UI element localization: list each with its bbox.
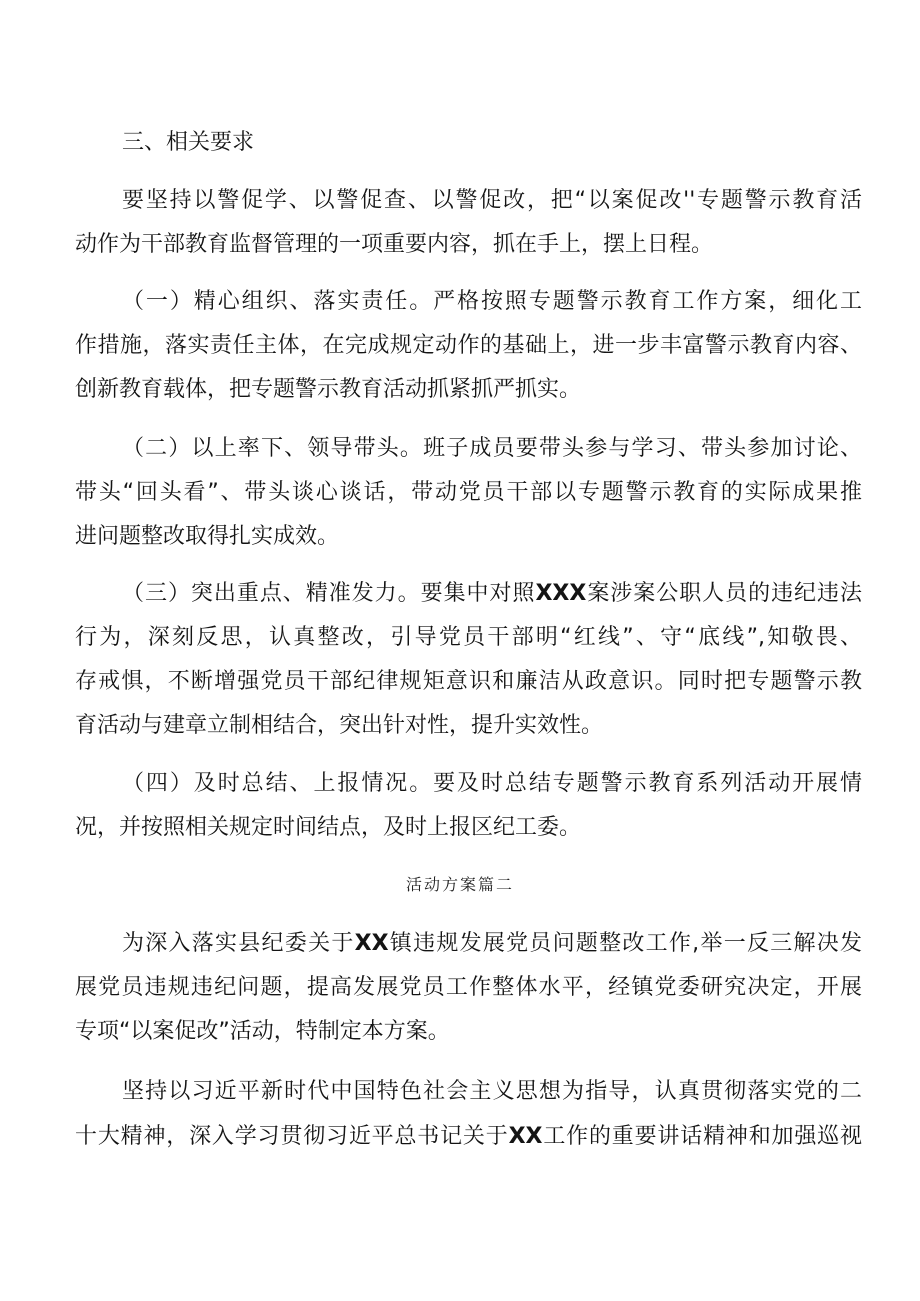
- paragraph-line: 况，并按照相关规定时间结点，及时上报区纪工委。: [75, 815, 582, 840]
- paragraph-line: （二）以上率下、领导带头。班子成员要带头参与学习、带头参加讨论、: [122, 436, 862, 461]
- paragraph-line: （一）精心组织、落实责任。严格按照专题警示教育工作方案，细化工: [122, 289, 862, 314]
- paragraph-line: 育活动与建章立制相结合，突出针对性，提升实效性。: [75, 713, 604, 738]
- paragraph-line: 专项“以案促改”活动，特制定本方案。: [75, 1019, 450, 1044]
- text-segment: 十大精神，深入学习贯彻习近平总书记关于: [75, 1124, 509, 1149]
- paragraph-line: （四）及时总结、上报情况。要及时总结专题警示教育系列活动开展情: [122, 771, 862, 796]
- text-segment: （三）突出重点、精准发力。要集中对照: [122, 581, 536, 606]
- paragraph-line: 行为，深刻反思，认真整改，引导党员干部明“红线”、守“底线”,知敬畏、: [75, 625, 862, 650]
- paragraph-line: 要坚持以警促学、以警促查、以警促改，把“以案促改''专题警示教育活: [122, 188, 862, 213]
- paragraph-line: 带头“回头看”、带头谈心谈话，带动党员干部以专题警示教育的实际成果推: [75, 480, 862, 505]
- paragraph-line: 动作为干部教育监督管理的一项重要内容，抓在手上，摆上日程。: [75, 232, 714, 257]
- section-subtitle: 活动方案篇二: [405, 875, 514, 894]
- section-heading: 三、相关要求: [122, 130, 255, 155]
- paragraph-line: 存戒惧，不断增强党员干部纪律规矩意识和廉洁从政意识。同时把专题警示教: [75, 669, 862, 694]
- paragraph-line: 坚持以习近平新时代中国特色社会主义思想为指导，认真贯彻落实党的二: [122, 1079, 862, 1104]
- placeholder-name: XX: [354, 931, 389, 956]
- text-segment: 案涉案公职人员的违纪违法: [586, 581, 862, 606]
- text-segment: 镇违规发展党员问题整改工作,举一反三解决发: [388, 931, 862, 956]
- paragraph-line: [75, 1122, 862, 1152]
- placeholder-name: XXX: [535, 581, 587, 606]
- paragraph-line: [122, 579, 862, 609]
- text-segment: 工作的重要讲话精神和加强巡视: [542, 1124, 862, 1149]
- paragraph-line: 进问题整改取得扎实成效。: [75, 524, 340, 549]
- paragraph-line: 创新教育载体，把专题警示教育活动抓紧抓严抓实。: [75, 377, 582, 402]
- paragraph-line: 展党员违规违纪问题，提高发展党员工作整体水平，经镇党委研究决定，开展: [75, 975, 862, 1000]
- text-segment: 为深入落实县纪委关于: [122, 931, 355, 956]
- paragraph-line: [122, 929, 862, 959]
- paragraph-line: 作措施，落实责任主体，在完成规定动作的基础上，进一步丰富警示教育内容、: [75, 333, 862, 358]
- placeholder-name: XX: [508, 1124, 543, 1149]
